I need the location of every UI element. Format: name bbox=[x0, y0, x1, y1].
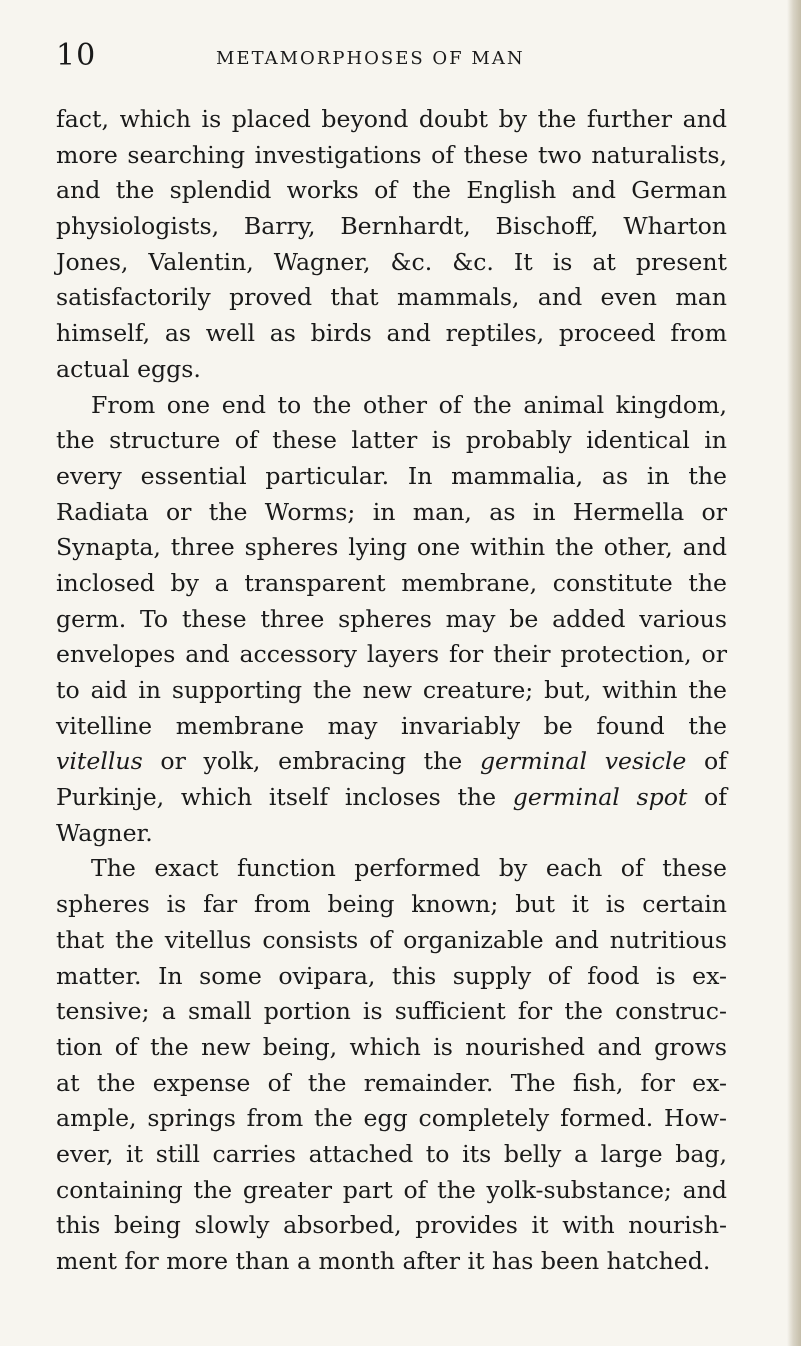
text-line: germ. To these three spheres may be added various bbox=[56, 604, 727, 633]
text-line: at the expense of the remainder. The fish, for ex- bbox=[56, 1068, 727, 1097]
text-line: vitelline membrane may invariably be found the bbox=[56, 711, 727, 740]
text-line: containing the greater part of the yolk-substance; and bbox=[56, 1175, 727, 1204]
page-edge-shadow bbox=[787, 0, 801, 1346]
running-title: METAMORPHOSES OF MAN bbox=[216, 48, 525, 69]
text-line: inclosed by a transparent membrane, constitute the bbox=[56, 568, 727, 597]
text-line: tion of the new being, which is nourished and grows bbox=[56, 1032, 727, 1061]
text-line: fact, which is placed beyond doubt by the further and bbox=[56, 105, 727, 133]
text-line: From one end to the other of the animal kingdom, bbox=[91, 390, 727, 419]
text-line: that the vitellus consists of organizable and nutritious bbox=[56, 925, 727, 954]
italic-term: germinal spot bbox=[512, 783, 688, 812]
text-line: actual eggs. bbox=[56, 354, 201, 383]
text-line: matter. In some ovipara, this supply of food is ex- bbox=[56, 961, 727, 990]
text-line: Wagner. bbox=[56, 818, 153, 847]
italic-term: germinal vesicle bbox=[479, 747, 687, 776]
text-line: this being slowly absorbed, provides it with nourish- bbox=[56, 1211, 727, 1240]
text-line: envelopes and accessory layers for their protection, or bbox=[56, 640, 727, 669]
text-line: The exact function performed by each of these bbox=[91, 854, 727, 883]
text-line: and the splendid works of the English and German bbox=[56, 176, 727, 205]
text-line: physiologists, Barry, Bernhardt, Bischoff, Wharton bbox=[56, 212, 727, 241]
text-line: vitellus or yolk, embracing the germinal vesicle of bbox=[56, 747, 727, 776]
text-line: satisfactorily proved that mammals, and even man bbox=[56, 283, 727, 312]
text-line: ment for more than a month after it has been hatched. bbox=[56, 1247, 711, 1275]
running-head bbox=[56, 36, 746, 76]
page-number: 10 bbox=[56, 38, 97, 73]
italic-term: vitellus bbox=[56, 747, 143, 776]
text-line: Purkinje, which itself incloses the germinal spot of bbox=[56, 783, 727, 812]
text-line: Radiata or the Worms; in man, as in Hermella or bbox=[56, 497, 727, 526]
text-line: more searching investigations of these two naturalists, bbox=[56, 140, 727, 169]
text-line: himself, as well as birds and reptiles, proceed from bbox=[56, 319, 727, 348]
text-line: ever, it still carries attached to its belly a large bag, bbox=[56, 1139, 727, 1168]
text-line: spheres is far from being known; but it is certain bbox=[56, 890, 727, 919]
text-line: every essential particular. In mammalia, as in the bbox=[56, 461, 727, 490]
text-line: Synapta, three spheres lying one within the other, and bbox=[56, 533, 727, 562]
text-line: tensive; a small portion is sufficient for the construc- bbox=[56, 997, 727, 1026]
text-line: ample, springs from the egg completely formed. How- bbox=[56, 1104, 727, 1133]
text-line: the structure of these latter is probably identical in bbox=[56, 426, 727, 455]
text-line: Jones, Valentin, Wagner, &c. &c. It is at present bbox=[56, 247, 727, 276]
body-text bbox=[56, 102, 727, 1275]
text-line: to aid in supporting the new creature; but, within the bbox=[56, 676, 727, 704]
